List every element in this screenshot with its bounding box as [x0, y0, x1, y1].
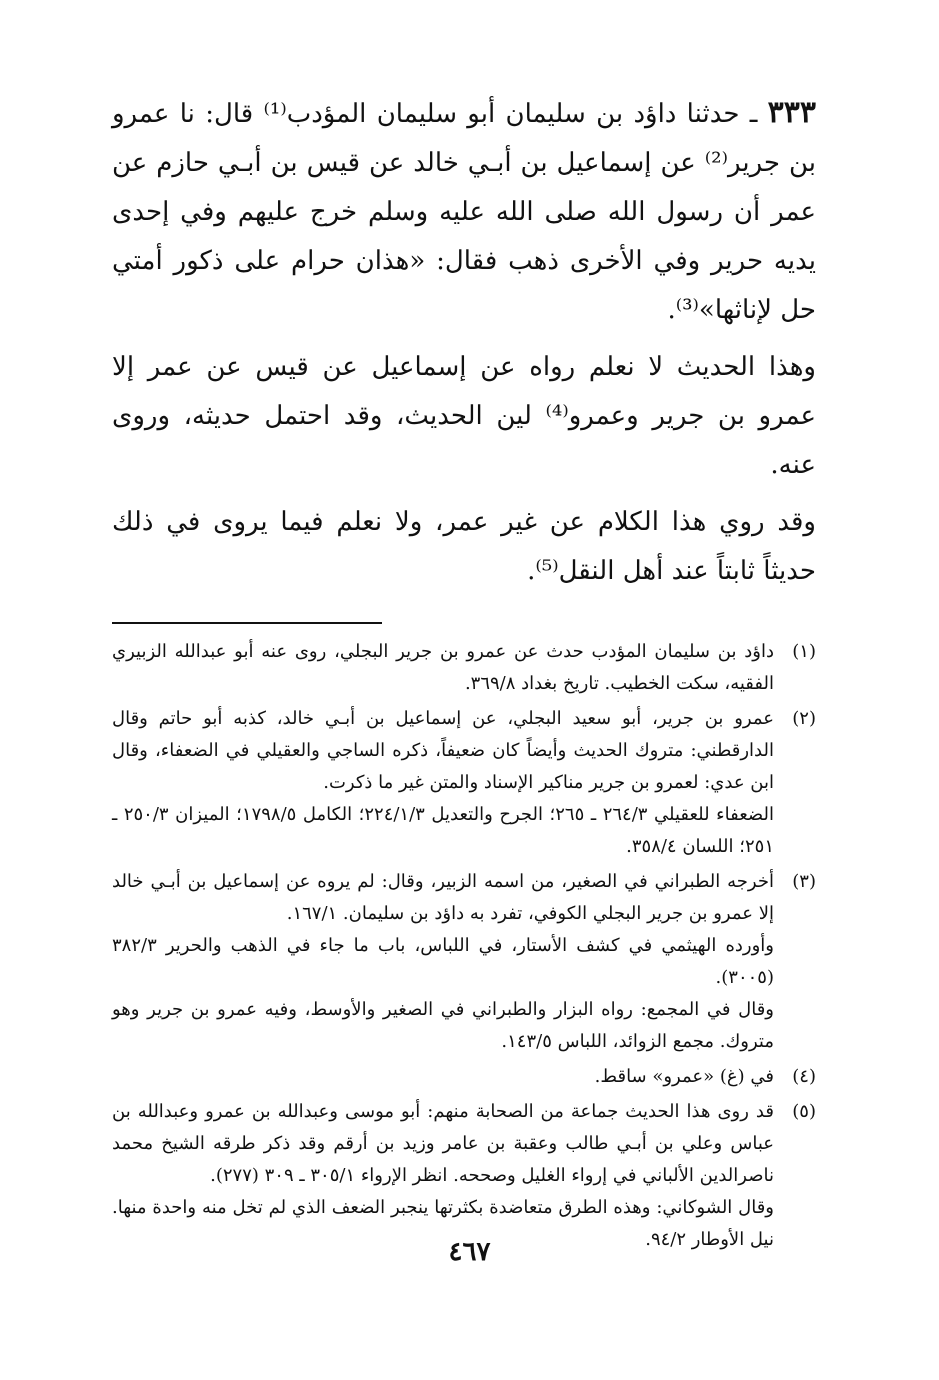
footnote-number: (٥) [792, 1101, 816, 1122]
footnote-number: (٢) [792, 708, 816, 729]
footnote-body [112, 636, 774, 700]
footnote-line: وقال في المجمع: رواه البزار والطبراني في الصغير والأوسط، وفيه عمرو بن جرير وهو متروك. مجمع الزوائد، اللباس ١٤٣/٥. [112, 999, 774, 1052]
footnote-body [112, 866, 774, 1058]
paragraph-hadith [112, 88, 816, 335]
footnote-4 [112, 1061, 816, 1093]
footnote-divider [112, 622, 382, 624]
main-text [112, 88, 816, 596]
hadith-number: ٣٣٣ [767, 95, 816, 130]
footnotes [112, 636, 816, 1256]
footnote-3 [112, 866, 816, 1058]
footnote-line: وأورده الهيثمي في كشف الأستار، في اللباس، باب ما جاء في الذهب والحرير ٣٨٢/٣ (٣٠٠٥). [112, 935, 774, 988]
footnote-1 [112, 636, 816, 700]
footnote-body [112, 1096, 774, 1256]
document-page [112, 88, 816, 1259]
footnote-body [112, 703, 774, 863]
hadith-text: ـ حدثنا داؤد بن سليمان أبو سليمان المؤدب⁽¹⁾ قال: نا عمرو بن جرير⁽²⁾ عن إسماعيل بن أبـي خالد عن قيس بن أبـي حازم عن عمر أن رسول الله صلى الله عليه وسلم خرج عليهم وفي إحدى يديه حرير وفي الأخرى ذهب فقال: «هذان حرام على ذكور أمتي حل لإناثها»⁽³⁾. [112, 99, 816, 325]
footnote-line: عمرو بن جرير، أبو سعيد البجلي، عن إسماعيل بن أبـي خالد، كذبه أبو حاتم وقال الدارقطني: متروك الحديث وأيضاً كان ضعيفاً، ذكره الساجي والعقيلي في الضعفاء، وقال ابن عدي: لعمرو بن جرير مناكير الإسناد والمتن غير ما ذكرت. [112, 708, 774, 793]
footnote-number: (٣) [792, 871, 816, 892]
footnote-line: الضعفاء للعقيلي ٢٦٤/٣ ـ ٢٦٥؛ الجرح والتعديل ٢٢٤/١/٣؛ الكامل ١٧٩٨/٥؛ الميزان ٢٥٠/٣ ـ ٢٥١؛ اللسان ٣٥٨/٤. [112, 804, 775, 857]
footnote-number: (١) [792, 641, 816, 662]
footnote-line: داؤد بن سليمان المؤدب حدث عن عمرو بن جرير البجلي، روى عنه أبو عبدالله الزبيري الفقيه، سكت الخطيب. تاريخ بغداد ٣٦٩/٨. [112, 641, 774, 694]
footnote-number: (٤) [792, 1066, 816, 1087]
footnote-line: قد روى هذا الحديث جماعة من الصحابة منهم: أبو موسى وعبدالله بن عمرو وعبدالله بن عباس وعلي بن أبـي طالب وعقبة بن عامر وزيد بن أرقم وقد ذكر طرقه الشيخ محمد ناصرالدين الألباني في إرواء الغليل وصححه. انظر الإرواء ٣٠٥/١ ـ ٣٠٩ (٢٧٧). [112, 1101, 774, 1186]
footnote-body [112, 1061, 774, 1093]
footnote-5 [112, 1096, 816, 1256]
page-number: ٤٦٧ [448, 1237, 491, 1267]
footnote-line: وقال الشوكاني: وهذه الطرق متعاضدة بكثرتها ينجبر الضعف الذي لم تخل منه واحدة منها. نيل الأوطار ٩٤/٢. [112, 1197, 775, 1250]
footnote-line: في (غ) «عمرو» ساقط. [594, 1066, 774, 1087]
footnote-line: أخرجه الطبراني في الصغير، من اسمه الزبير، وقال: لم يروه عن إسماعيل بن أبـي خالد إلا عمرو بن جرير البجلي الكوفي، تفرد به داؤد بن سليمان. ١٦٧/١. [112, 871, 774, 924]
paragraph-commentary: وهذا الحديث لا نعلم رواه عن إسماعيل عن قيس عن عمر إلا عمرو بن جرير وعمرو⁽⁴⁾ لين الحديث، وقد احتمل حديثه، وروى عنه. [112, 352, 816, 480]
paragraph-conclusion: وقد روي هذا الكلام عن غير عمر، ولا نعلم فيما يروى في ذلك حديثاً ثابتاً عند أهل النقل⁽⁵⁾. [112, 507, 816, 586]
footnote-2 [112, 703, 816, 863]
